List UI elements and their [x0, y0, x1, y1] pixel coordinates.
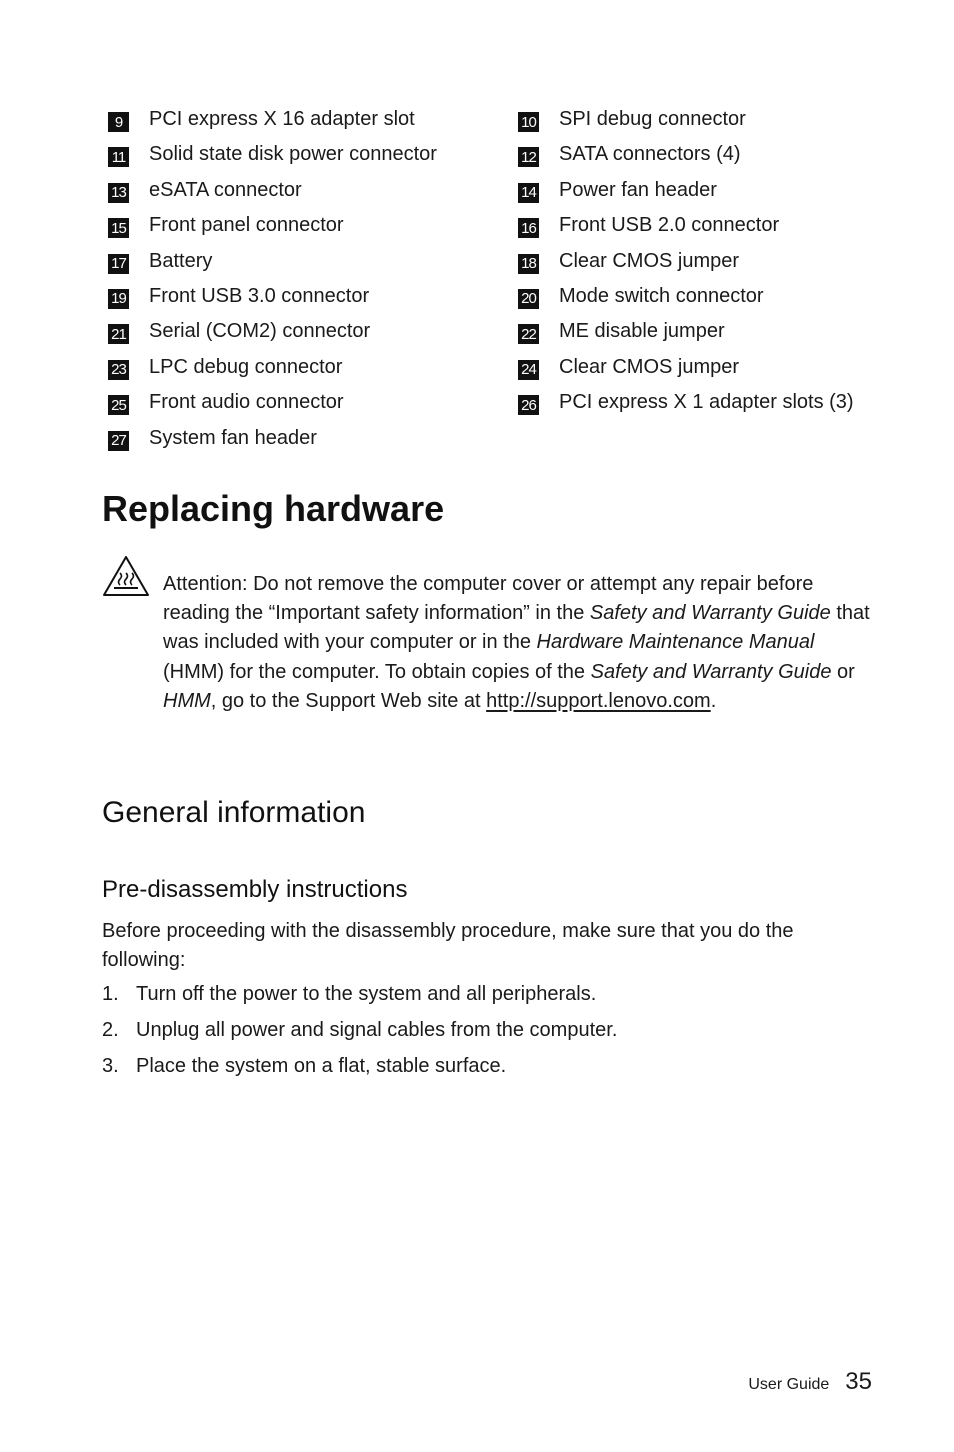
callout-number: 19	[108, 289, 129, 309]
legend-label: SATA connectors (4)	[559, 143, 741, 166]
legend-item	[518, 389, 918, 424]
callout-number: 21	[108, 324, 129, 344]
legend-label: Serial (COM2) connector	[149, 320, 371, 343]
list-item	[102, 1019, 862, 1055]
attention-text-part: , go to the Support Web site at	[210, 689, 487, 712]
callout-number: 16	[518, 218, 539, 238]
callout-number: 10	[518, 112, 539, 132]
legend-label: Front USB 2.0 connector	[559, 214, 780, 237]
attention-text-part: or	[831, 660, 855, 683]
callout-number: 11	[108, 147, 129, 167]
legend-label: Front USB 3.0 connector	[149, 284, 370, 307]
legend-right-column	[518, 106, 918, 425]
hot-surface-warning-icon	[102, 554, 150, 598]
legend-item	[518, 212, 918, 247]
callout-number: 24	[518, 360, 539, 380]
legend-item	[108, 212, 508, 247]
list-item	[102, 1055, 862, 1091]
attention-text	[163, 570, 878, 716]
legend-item	[108, 141, 508, 176]
legend-label: Mode switch connector	[559, 284, 764, 307]
legend-label: System fan header	[149, 426, 317, 449]
legend-item	[108, 389, 508, 424]
legend-label: Power fan header	[559, 178, 717, 201]
step-text: Unplug all power and signal cables from the computer.	[136, 1019, 618, 1041]
attention-text-part: (HMM) for the computer. To obtain copies of the	[163, 660, 591, 683]
general-information-heading: General information	[102, 796, 366, 829]
callout-number: 15	[108, 218, 129, 238]
legend-label: PCI express X 16 adapter slot	[149, 108, 415, 130]
hmm-abbreviation: HMM	[163, 689, 211, 712]
legend-label: Clear CMOS jumper	[559, 249, 740, 272]
attention-label: Attention:	[163, 573, 248, 595]
legend-item	[518, 283, 918, 318]
legend-label: SPI debug connector	[559, 108, 746, 130]
support-website-link[interactable]: http://support.lenovo.com	[486, 689, 711, 712]
legend-item	[108, 354, 508, 389]
callout-number: 9	[108, 112, 129, 132]
safety-warranty-guide-title: Safety and Warranty Guide	[590, 660, 832, 683]
callout-number: 27	[108, 431, 129, 451]
attention-text-part: Do not remove the computer cover or attempt any repair before reading the “Important safety information” in the	[163, 573, 814, 625]
legend-item	[108, 318, 508, 353]
callout-number: 18	[518, 254, 539, 274]
callout-number: 25	[108, 395, 129, 415]
footer-guide-label: User Guide	[748, 1376, 830, 1393]
step-number: 1.	[102, 983, 119, 1005]
legend-item	[108, 248, 508, 283]
legend-label: ME disable jumper	[559, 320, 725, 343]
step-number: 2.	[102, 1019, 119, 1041]
pre-disassembly-heading: Pre-disassembly instructions	[102, 876, 408, 903]
callout-number: 13	[108, 183, 129, 203]
legend-label: Solid state disk power connector	[149, 143, 437, 166]
callout-number: 17	[108, 254, 129, 274]
legend-item	[108, 177, 508, 212]
legend-label: Battery	[149, 249, 213, 272]
section-title: Replacing hardware	[102, 488, 445, 529]
legend-label: LPC debug connector	[149, 355, 343, 378]
legend-item	[518, 354, 918, 389]
callout-number: 26	[518, 395, 539, 415]
step-text: Turn off the power to the system and all peripherals.	[136, 983, 597, 1005]
legend-item	[108, 425, 508, 460]
legend-label: eSATA connector	[149, 178, 302, 201]
legend-item	[108, 106, 508, 141]
attention-text-part: .	[710, 689, 717, 712]
list-item	[102, 983, 862, 1019]
safety-warranty-guide-title: Safety and Warranty Guide	[589, 602, 831, 625]
legend-item	[108, 283, 508, 318]
callout-number: 14	[518, 183, 539, 203]
legend-left-column	[108, 106, 508, 460]
callout-number: 23	[108, 360, 129, 380]
page-footer	[748, 1368, 872, 1396]
callout-number: 12	[518, 147, 539, 167]
legend-item	[518, 106, 918, 141]
attention-text-part: that was included with your computer or in the	[163, 602, 870, 654]
legend-item	[518, 141, 918, 176]
step-number: 3.	[102, 1055, 119, 1077]
instruction-steps	[102, 983, 862, 1091]
legend-label: Front panel connector	[149, 214, 344, 237]
legend-label: Clear CMOS jumper	[559, 355, 740, 378]
intro-paragraph: Before proceeding with the disassembly procedure, make sure that you do the following:	[102, 920, 794, 972]
legend-label: Front audio connector	[149, 391, 344, 414]
step-text: Place the system on a flat, stable surface.	[136, 1055, 507, 1077]
hardware-maintenance-manual-title: Hardware Maintenance Manual	[536, 631, 815, 654]
legend-label: PCI express X 1 adapter slots (3)	[559, 391, 854, 414]
legend-item	[518, 177, 918, 212]
callout-number: 22	[518, 324, 539, 344]
page-number: 35	[845, 1368, 872, 1395]
legend-item	[518, 248, 918, 283]
legend-item	[518, 318, 918, 353]
callout-number: 20	[518, 289, 539, 309]
